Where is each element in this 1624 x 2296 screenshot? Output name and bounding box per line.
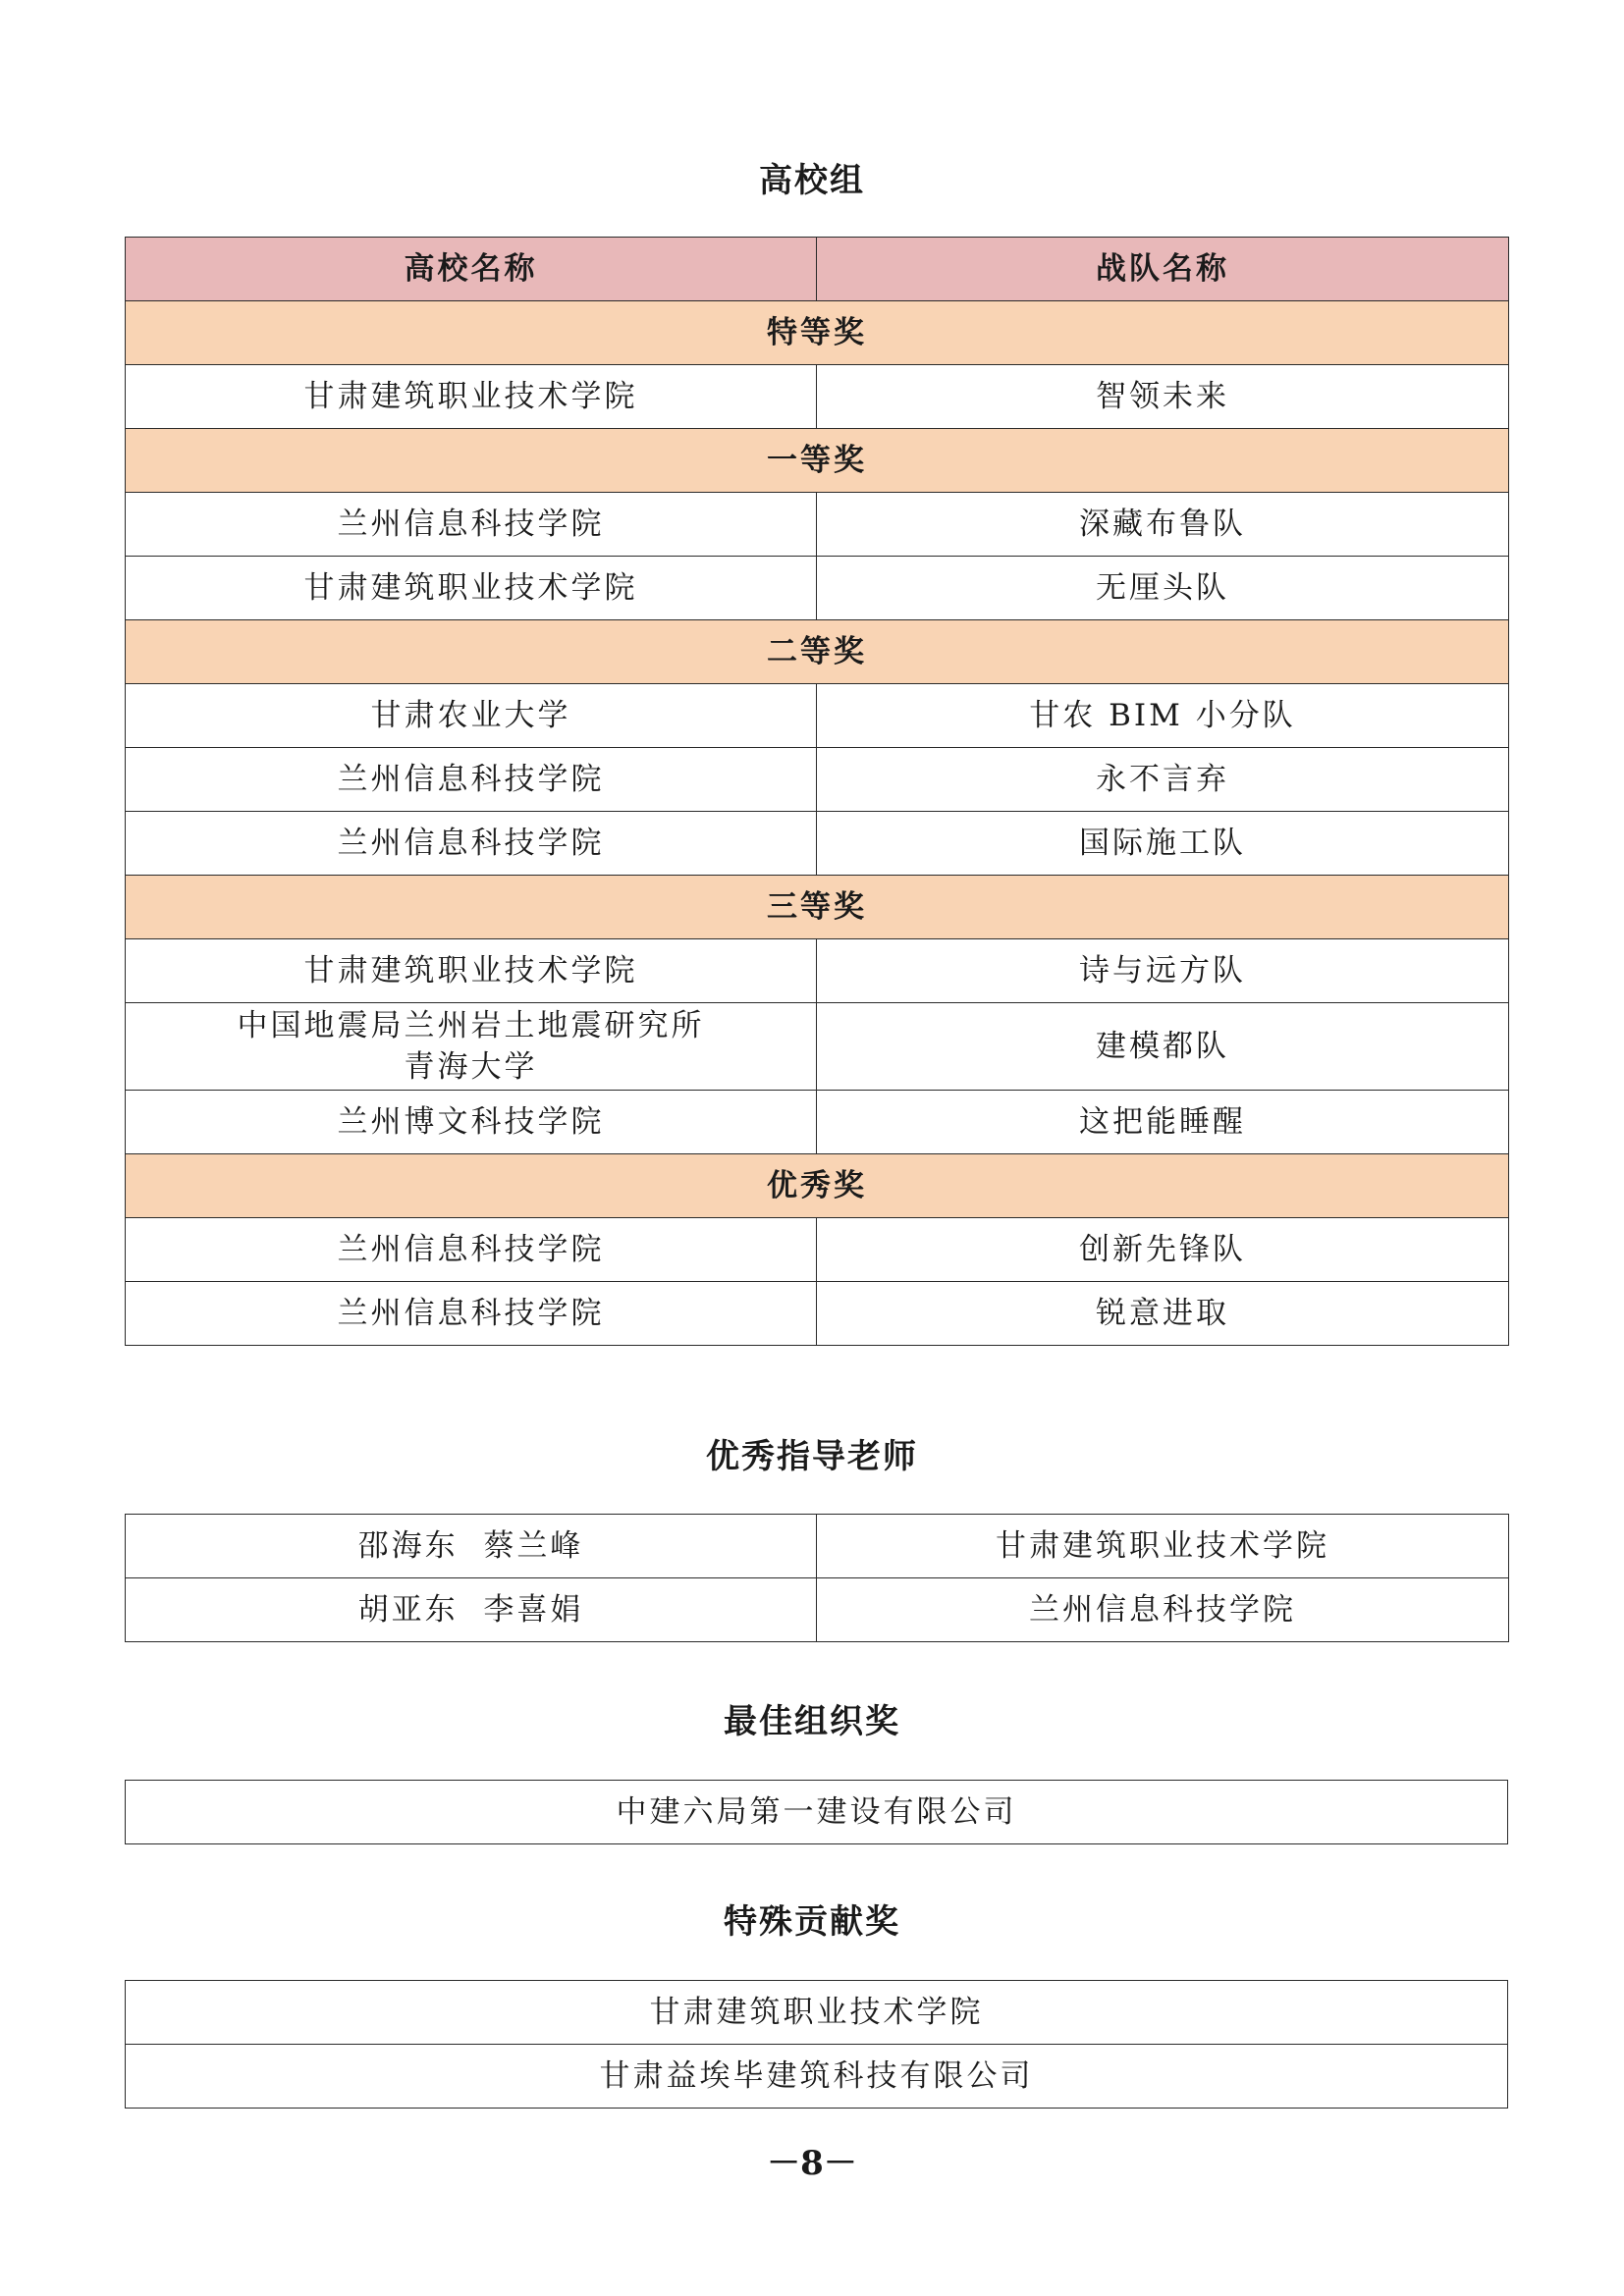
school-cell: 兰州信息科技学院	[126, 493, 817, 557]
team-cell: 锐意进取	[817, 1282, 1509, 1346]
team-cell: 无厘头队	[817, 557, 1509, 620]
category-row-third	[126, 876, 1509, 939]
team-cell: 深藏布鲁队	[817, 493, 1509, 557]
team-cell: 这把能睡醒	[817, 1091, 1509, 1154]
category-label: 一等奖	[126, 429, 1509, 493]
table-row	[126, 812, 1509, 876]
category-label: 优秀奖	[126, 1154, 1509, 1218]
university-group-table	[125, 237, 1509, 1346]
category-row-special	[126, 301, 1509, 365]
school-cell: 甘肃建筑职业技术学院	[817, 1515, 1509, 1578]
school-cell: 兰州博文科技学院	[126, 1091, 817, 1154]
table-row	[126, 939, 1509, 1003]
section-title-special-contribution: 特殊贡献奖	[724, 1902, 900, 1942]
table-row	[126, 2045, 1508, 2109]
team-cell: 建模都队	[817, 1003, 1509, 1091]
category-label: 三等奖	[126, 876, 1509, 939]
team-cell: 创新先锋队	[817, 1218, 1509, 1282]
best-org-table	[125, 1780, 1508, 1844]
table-row	[126, 1218, 1509, 1282]
category-label: 特等奖	[126, 301, 1509, 365]
school-cell: 甘肃建筑职业技术学院	[126, 557, 817, 620]
table-row	[126, 748, 1509, 812]
category-label: 二等奖	[126, 620, 1509, 684]
category-row-first	[126, 429, 1509, 493]
teacher-names-cell: 胡亚东 李喜娟	[126, 1578, 817, 1642]
school-line-2: 青海大学	[404, 1049, 538, 1085]
organization-cell: 甘肃益埃毕建筑科技有限公司	[126, 2045, 1508, 2109]
special-contribution-table	[125, 1980, 1508, 2109]
school-cell: 兰州信息科技学院	[126, 748, 817, 812]
table-row	[126, 1091, 1509, 1154]
section-title-best-org: 最佳组织奖	[724, 1702, 900, 1741]
school-cell: 兰州信息科技学院	[817, 1578, 1509, 1642]
team-cell: 国际施工队	[817, 812, 1509, 876]
column-header-school: 高校名称	[126, 238, 817, 301]
organization-cell: 甘肃建筑职业技术学院	[126, 1981, 1508, 2045]
table-header-row	[126, 238, 1509, 301]
team-cell: 永不言弃	[817, 748, 1509, 812]
table-row	[126, 557, 1509, 620]
table-row	[126, 493, 1509, 557]
teacher-names-cell: 邵海东 蔡兰峰	[126, 1515, 817, 1578]
table-row	[126, 1515, 1509, 1578]
school-cell: 兰州信息科技学院	[126, 1282, 817, 1346]
category-row-second	[126, 620, 1509, 684]
school-cell: 甘肃建筑职业技术学院	[126, 939, 817, 1003]
school-line-1: 中国地震局兰州岩土地震研究所	[237, 1008, 705, 1043]
organization-cell: 中建六局第一建设有限公司	[126, 1781, 1508, 1844]
table-row	[126, 1282, 1509, 1346]
school-cell: 甘肃建筑职业技术学院	[126, 365, 817, 429]
table-row	[126, 1981, 1508, 2045]
table-row	[126, 1578, 1509, 1642]
section-title-university-group: 高校组	[759, 161, 865, 200]
school-cell-multiline	[126, 1003, 817, 1091]
table-row	[126, 365, 1509, 429]
page-number: －8－	[767, 2144, 857, 2183]
school-cell: 甘肃农业大学	[126, 684, 817, 748]
section-title-teachers: 优秀指导老师	[706, 1437, 918, 1476]
team-cell: 智领未来	[817, 365, 1509, 429]
table-row	[126, 1003, 1509, 1091]
school-cell: 兰州信息科技学院	[126, 812, 817, 876]
teachers-table	[125, 1514, 1509, 1642]
table-row	[126, 1781, 1508, 1844]
column-header-team: 战队名称	[817, 238, 1509, 301]
table-row	[126, 684, 1509, 748]
team-cell: 诗与远方队	[817, 939, 1509, 1003]
team-cell: 甘农 BIM 小分队	[817, 684, 1509, 748]
category-row-excellent	[126, 1154, 1509, 1218]
school-cell: 兰州信息科技学院	[126, 1218, 817, 1282]
